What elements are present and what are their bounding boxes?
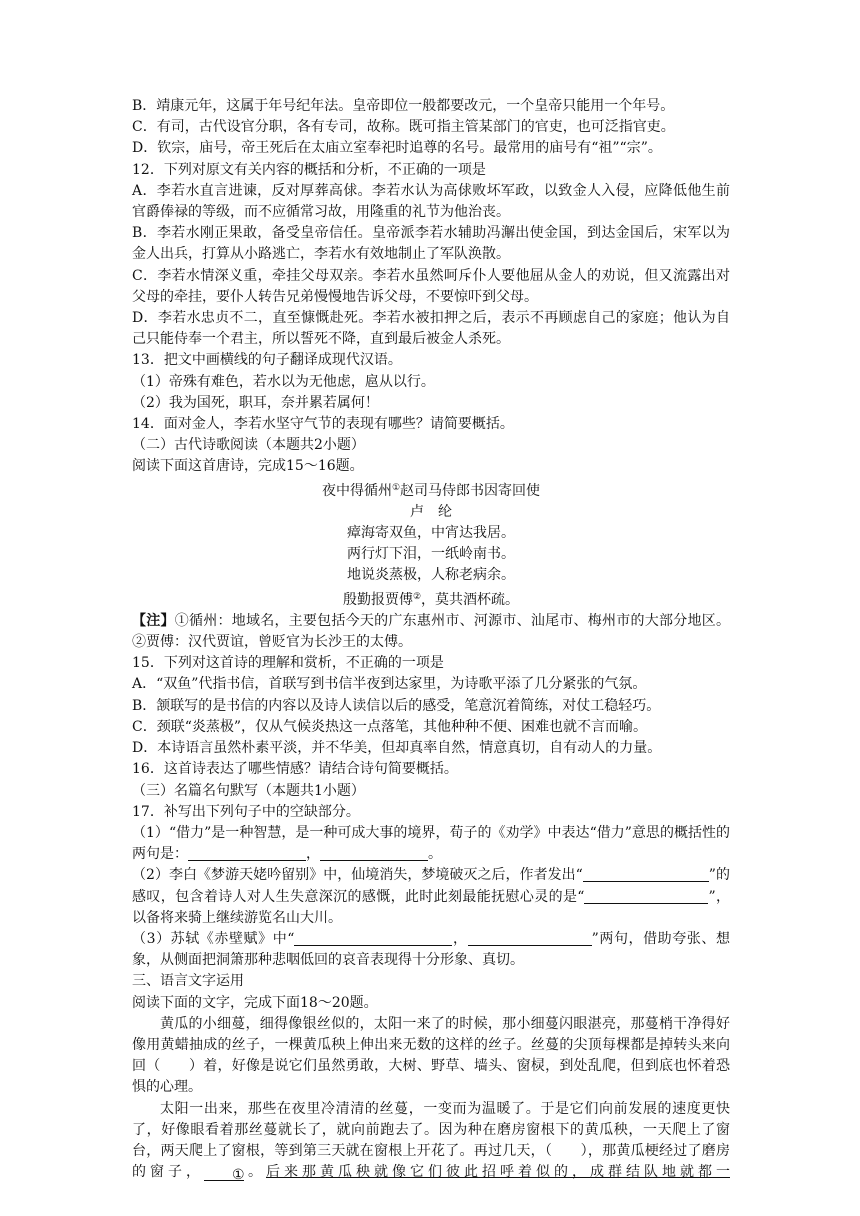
blank-5[interactable] [294,930,452,946]
note-label: 【注】 [132,612,175,629]
poem-line-4: 殷勤报贾傅②，莫共酒杯疏。 [342,591,520,608]
question-16: 16．这首诗表达了哪些情感？请结合诗句简要概括。 [132,761,458,778]
poem-title: 夜中得循州①赵司马侍郎书因寄回使 [321,482,541,499]
option-a-q15: A．“双鱼”代指书信，首联写到书信半夜到达家里，为诗歌平添了几分紧张的气氛。 [132,676,647,693]
option-d-q15: D．本诗语言虽然朴素平淡，并不华美，但却真率自然，情意真切，自有动人的力量。 [132,740,662,757]
q13-sentence-2: （2）我为国死，职耳，奈并累若属何！ [132,394,379,411]
section-language-heading: 三、语言文字运用 [132,973,244,990]
poetry-instruction: 阅读下面这首唐诗，完成15～16题。 [132,458,364,475]
q13-sentence-1: （1）帝殊有难色，若水以为无他虑，扈从以行。 [132,373,435,390]
section-recitation-heading: （三）名篇名句默写（本题共1小题） [132,782,365,799]
option-d-q12: D．李若水忠贞不二，直至慷慨赴死。李若水被扣押之后，表示不再顾虑自己的家庭；他认为自己只能侍奉一个君主，所以誓死不降，直到最后被金人杀死。 [132,310,730,348]
option-d-q11: D．钦宗，庙号，帝王死后在太庙立室奉祀时追尊的名号。最常用的庙号有“祖”“宗”。 [132,140,662,157]
option-c-q15: C．颈联“炎蒸极”，仅从气候炎热这一点落笔，其他种种不便、困难也就不言而喻。 [132,718,648,735]
blank-6[interactable] [468,930,592,946]
question-13: 13．把文中画横线的句子翻译成现代汉语。 [132,352,402,369]
blank-slot-1[interactable]: ① [204,1165,244,1181]
option-c-q12: C．李若水情深义重，牵挂父母双亲。李若水虽然呵斥仆人要他屈从金人的劝说，但又流露出对父母的牵挂，要仆人转告兄弟慢慢地告诉父母，不要惊吓到父母。 [132,267,730,305]
option-a-q12: A．李若水直言进谏，反对厚葬高俅。李若水认为高俅败坏军政，以致金人入侵，应降低他生前官爵俸禄的等级，而不应循常习故，用隆重的礼节为他治丧。 [132,182,730,221]
underlined-sentence: 后来那黄瓜秧就像它们彼此招呼着似的，成群结队地就都一 [266,1164,730,1181]
blank-4[interactable] [584,888,708,904]
blank-2[interactable] [320,845,428,861]
question-15: 15．下列对这首诗的理解和赏析，不正确的一项是 [132,655,444,672]
poem-line-1: 瘴海寄双鱼，中宵达我居。 [347,525,515,542]
question-17: 17．补写出下列句子中的空缺部分。 [132,803,360,820]
blank-1[interactable] [188,845,306,861]
blank-3[interactable] [583,866,709,882]
poem-line-2: 两行灯下泪，一纸岭南书。 [347,546,515,563]
question-12: 12．下列对原文有关内容的概括和分析，不正确的一项是 [132,161,486,178]
passage-paragraph-1: 黄瓜的小细蔓，细得像银丝似的，太阳一来了的时候，那小细蔓闪眼湛亮，那蔓梢干净得好像用黄蜡抽成的丝子，一棵黄瓜秧上伸出来无数的这样的丝子。丝蔓的尖顶每棵都是掉转头来向回（ ）着，好像是说它们虽然勇敢，大树、野草、墙头、窗棂，到处乱爬，但到底也怀着恐惧的心理。 [132,1015,730,1096]
footnote-mark-2: ② [412,591,422,602]
poem-author: 卢 纶 [410,503,452,520]
option-c-q11: C．有司，古代设官分职，各有专司，故称。既可指主管某部门的官吏，也可泛指官吏。 [132,119,675,136]
section-poetry-heading: （二）古代诗歌阅读（本题共2小题） [132,437,365,454]
q17-item-2: （2）李白《梦游天姥吟留别》中，仙境消失，梦境破灭之后，作者发出“ ”的感叹，包含着诗人对人生失意深沉的感慨，此时此刻最能抚慰心灵的是“ ”，以备将来骑上继续游览名山大川。 [132,867,730,926]
footnote-mark-1: ① [391,482,401,493]
question-14: 14．面对金人，李若水坚守气节的表现有哪些？请简要概括。 [132,416,514,433]
passage-paragraph-2: 太阳一出来，那些在夜里冷清清的丝蔓，一变而为温暖了。于是它们向前发展的速度更快了，好像眼看着那丝蔓就长了，就向前跑去了。因为种在磨房窗根下的黄瓜秧，一天爬上了窗台，两天爬上了窗根，等到第三天就在窗根上开花了。再过几天，（ ），那黄瓜梗经过了磨房的窗子， ①。后来那黄瓜秧就像它们彼此招呼着似的，成群结队地就都一 [132,1100,730,1184]
q17-item-3: （3）苏轼《赤壁赋》中“ ， ”两句，借助夸张、想象，从侧面把洞箫那种悲咽低回的哀音表现得十分形象、真切。 [132,930,730,969]
poem-note: 【注】①循州：地域名，主要包括今天的广东惠州市、河源市、汕尾市、梅州市的大部分地区。②贾傅：汉代贾谊，曾贬官为长沙王的太傅。 [132,612,731,651]
option-b-q11: B．靖康元年，这属于年号纪年法。皇帝即位一般都要改元，一个皇帝只能用一个年号。 [132,98,675,114]
option-b-q12: B．李若水刚正果敢，备受皇帝信任。皇帝派李若水辅助冯澥出使金国，到达金国后，宋军以为金人出兵，打算从小路逃亡，李若水有效地制止了军队涣散。 [132,225,730,263]
option-b-q15: B．颔联写的是书信的内容以及诗人读信以后的感受，笔意沉着简练，对仗工稳轻巧。 [132,697,661,714]
q17-item-1: （1）“借力”是一种智慧，是一种可成大事的境界，荀子的《劝学》中表达“借力”意思的概括性的两句是： ， 。 [132,824,730,863]
language-instruction: 阅读下面的文字，完成下面18～20题。 [132,994,378,1011]
poem-line-3: 地说炎蒸极，人称老病余。 [347,567,515,584]
exam-page [132,96,730,1183]
